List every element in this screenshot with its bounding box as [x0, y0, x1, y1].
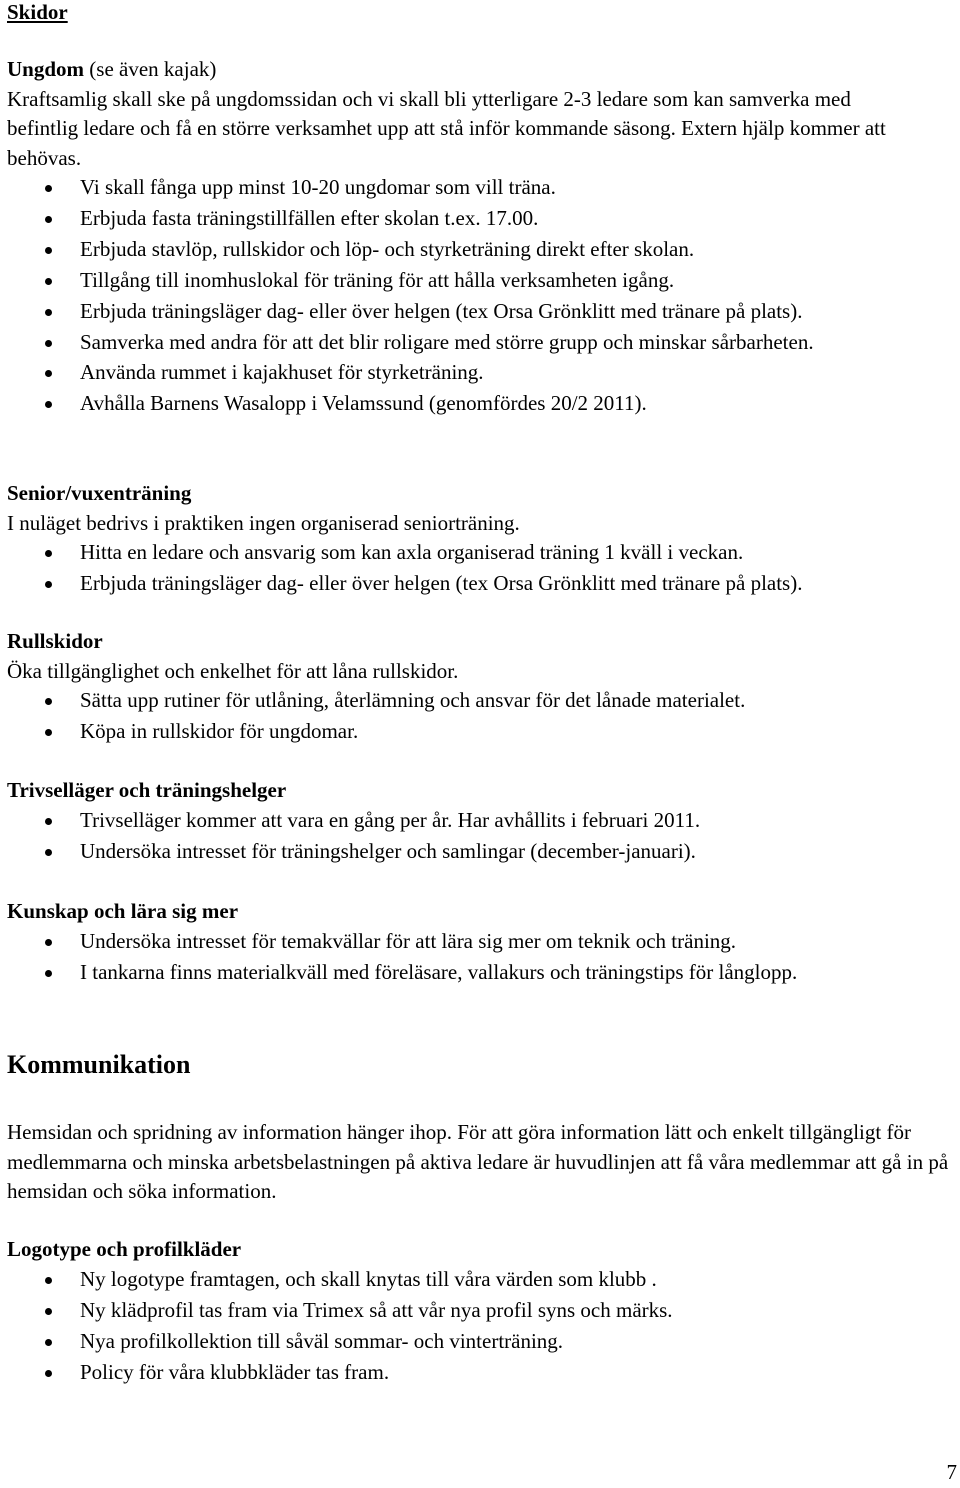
list-item: Erbjuda fasta träningstillfällen efter skolan t.ex. 17.00.	[7, 204, 957, 235]
rullskidor-list	[7, 686, 957, 748]
trivsel-heading: Trivselläger och träningshelger	[7, 778, 287, 802]
list-item: Erbjuda stavlöp, rullskidor och löp- och styrketräning direkt efter skolan.	[7, 235, 957, 266]
list-item: Använda rummet i kajakhuset för styrketräning.	[7, 358, 957, 389]
ungdom-heading: Ungdom	[7, 57, 85, 81]
logotype-heading: Logotype och profilkläder	[7, 1237, 242, 1261]
list-item: Nya profilkollektion till såväl sommar- och vinterträning.	[7, 1327, 957, 1358]
list-item: Undersöka intresset för temakvällar för att lära sig mer om teknik och träning.	[7, 927, 957, 958]
section-trivsel	[7, 776, 957, 868]
logotype-list	[7, 1265, 957, 1389]
list-item: Undersöka intresset för träningshelger och samlingar (december-januari).	[7, 837, 957, 868]
page-title: Skidor	[7, 0, 68, 24]
list-item: Avhålla Barnens Wasalopp i Velamssund (genomfördes 20/2 2011).	[7, 389, 957, 420]
section-senior	[7, 479, 957, 600]
section-ungdom	[7, 55, 957, 420]
list-item: Erbjuda träningsläger dag- eller över helgen (tex Orsa Grönklitt med tränare på plats).	[7, 569, 957, 600]
rullskidor-intro: Öka tillgänglighet och enkelhet för att låna rullskidor.	[7, 658, 459, 683]
section-kunskap	[7, 897, 957, 989]
senior-intro: I nuläget bedrivs i praktiken ingen organiserad seniorträning.	[7, 510, 520, 535]
list-item: Policy för våra klubbkläder tas fram.	[7, 1358, 957, 1389]
section-kommunikation	[7, 1050, 957, 1080]
rullskidor-heading: Rullskidor	[7, 629, 103, 653]
list-item: Vi skall fånga upp minst 10-20 ungdomar som vill träna.	[7, 173, 957, 204]
section-logotype	[7, 1235, 957, 1389]
ungdom-heading-note: (se även kajak)	[84, 57, 217, 81]
list-item: Erbjuda träningsläger dag- eller över helgen (tex Orsa Grönklitt med tränare på plats).	[7, 297, 957, 328]
ungdom-heading-line	[7, 55, 957, 85]
list-item: Samverka med andra för att det blir roligare med större grupp och minskar sårbarheten.	[7, 328, 860, 358]
senior-list	[7, 538, 957, 600]
senior-heading: Senior/vuxenträning	[7, 481, 192, 505]
list-item: Ny logotype framtagen, och skall knytas till våra värden som klubb .	[7, 1265, 957, 1296]
page-number: 7	[946, 1460, 957, 1484]
kunskap-list	[7, 927, 957, 989]
kommunikation-heading: Kommunikation	[7, 1050, 191, 1079]
list-item: Ny klädprofil tas fram via Trimex så att vår nya profil syns och märks.	[7, 1296, 957, 1327]
list-item: Tillgång till inomhuslokal för träning för att hålla verksamheten igång.	[7, 266, 957, 297]
list-item: Köpa in rullskidor för ungdomar.	[7, 717, 957, 748]
kommunikation-body: Hemsidan och spridning av information hänger ihop. För att göra information lätt och enkelt tillgängligt för medlemmarna och minska arbetsbelastningen på aktiva ledare är huvudlinjen att få våra medlemmar att gå in på hemsidan och söka information.	[7, 1120, 949, 1203]
ungdom-intro: Kraftsamlig skall ske på ungdomssidan och vi skall bli ytterligare 2-3 ledare som kan samverka med befintlig ledare och få en större verksamhet upp att stå inför kommande säsong. Extern hjälp kommer att behövas.	[7, 86, 886, 170]
ungdom-list	[7, 173, 957, 420]
list-item: Trivselläger kommer att vara en gång per år. Har avhållits i februari 2011.	[7, 806, 957, 837]
trivsel-list	[7, 806, 957, 868]
kunskap-heading: Kunskap och lära sig mer	[7, 899, 239, 923]
list-item: I tankarna finns materialkväll med föreläsare, vallakurs och träningstips för långlopp.	[7, 958, 957, 989]
list-item: Sätta upp rutiner för utlåning, återlämning och ansvar för det lånade materialet.	[7, 686, 957, 717]
list-item: Hitta en ledare och ansvarig som kan axla organiserad träning 1 kväll i veckan.	[7, 538, 957, 569]
section-rullskidor	[7, 627, 957, 748]
